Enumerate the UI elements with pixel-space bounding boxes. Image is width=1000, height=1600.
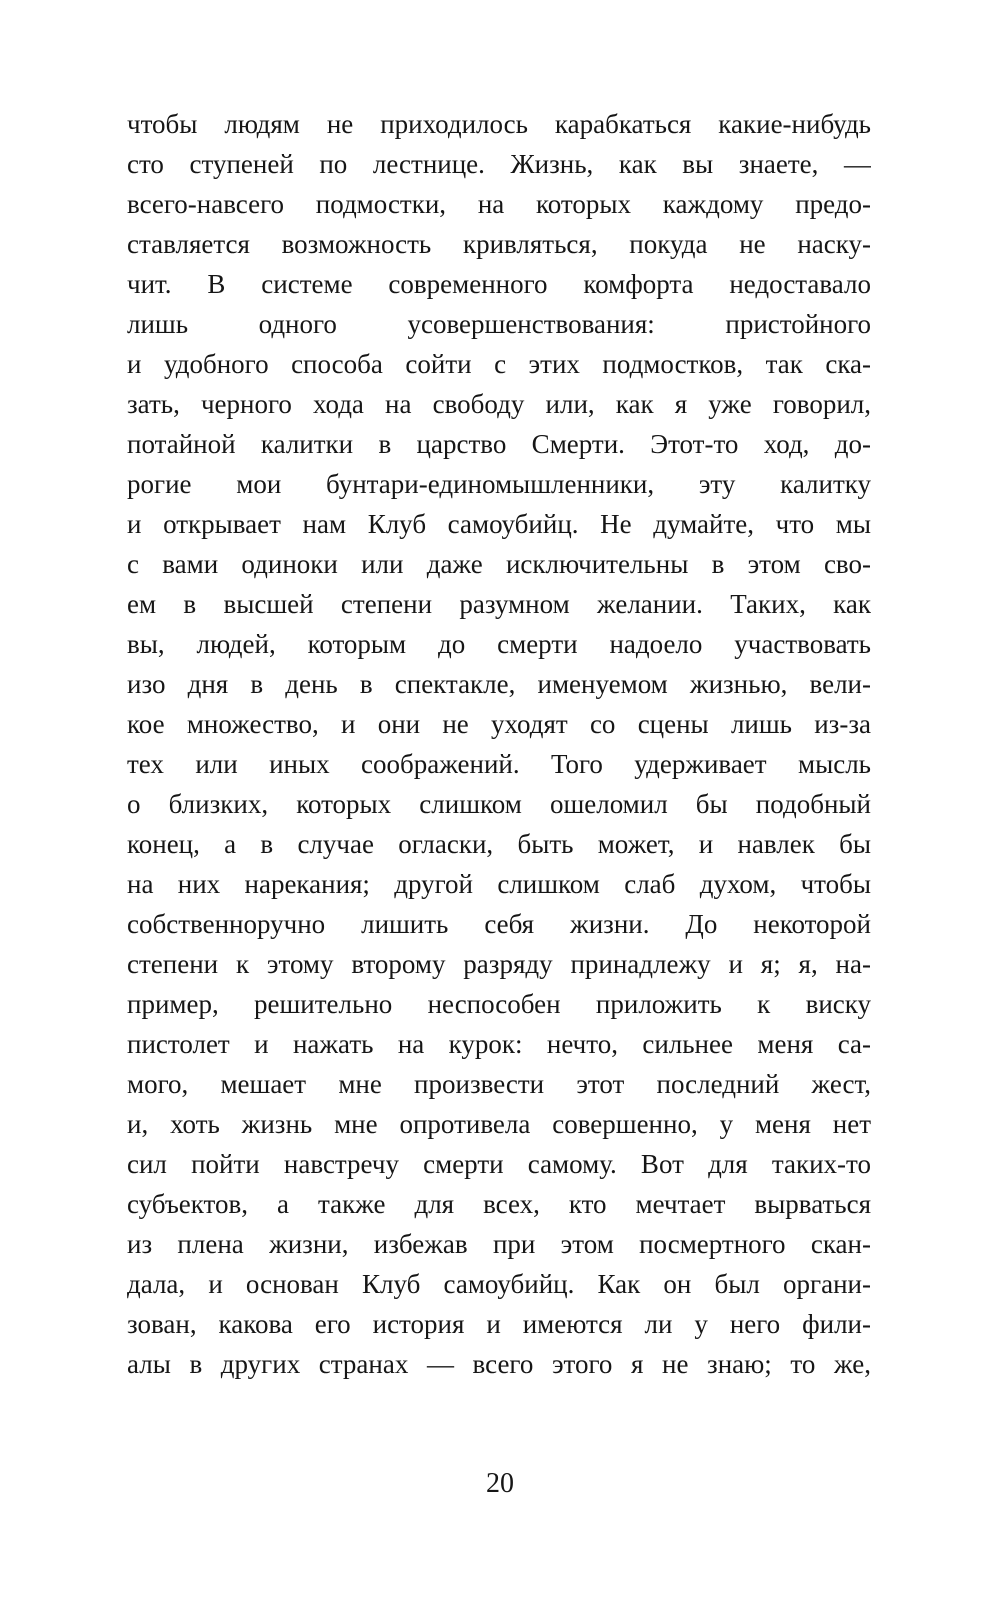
text-line: вы, людей, которым до смерти надоело участвовать [127, 629, 871, 659]
text-line: субъектов, а также для всех, кто мечтает вырваться [127, 1189, 871, 1219]
page-number: 20 [486, 1468, 514, 1499]
text-line: конец, а в случае огласки, быть может, и навлек бы [127, 829, 871, 859]
text-line: тех или иных соображений. Того удерживает мысль [127, 749, 871, 779]
text-line: зован, какова его история и имеются ли у него фили- [127, 1309, 871, 1339]
text-line: потайной калитки в царство Смерти. Этот-то ход, до- [127, 429, 871, 459]
text-line: ставляется возможность кривляться, покуда не наску- [127, 229, 871, 259]
text-line: алы в других странах — всего этого я не знаю; то же, [127, 1349, 871, 1379]
text-line: всего-навсего подмостки, на которых каждому предо- [127, 189, 871, 219]
text-line: чтобы людям не приходилось карабкаться какие-нибудь [127, 109, 871, 139]
text-line: из плена жизни, избежав при этом посмертного скан- [127, 1229, 871, 1259]
text-line: изо дня в день в спектакле, именуемом жизнью, вели- [127, 669, 871, 699]
text-line: дала, и основан Клуб самоубийц. Как он был органи- [127, 1269, 871, 1299]
text-line: пистолет и нажать на курок: нечто, сильнее меня са- [127, 1029, 871, 1059]
text-line: сто ступеней по лестнице. Жизнь, как вы знаете, — [127, 149, 871, 179]
text-line: чит. В системе современного комфорта недоставало [127, 269, 871, 299]
text-line: на них нарекания; другой слишком слаб духом, чтобы [127, 869, 871, 899]
text-line: зать, черного хода на свободу или, как я уже говорил, [127, 389, 871, 419]
text-line: и, хоть жизнь мне опротивела совершенно, у меня нет [127, 1109, 871, 1139]
text-line: лишь одного усовершенствования: пристойного [127, 309, 871, 339]
text-line: пример, решительно неспособен приложить к виску [127, 989, 871, 1019]
text-line: о близких, которых слишком ошеломил бы подобный [127, 789, 871, 819]
text-line: кое множество, и они не уходят со сцены лишь из-за [127, 709, 871, 739]
body-text [127, 104, 871, 1384]
text-line: собственноручно лишить себя жизни. До некоторой [127, 909, 871, 939]
text-line: сил пойти навстречу смерти самому. Вот для таких-то [127, 1149, 871, 1179]
text-line: рогие мои бунтари-единомышленники, эту калитку [127, 469, 871, 499]
text-line: с вами одиноки или даже исключительны в этом сво- [127, 549, 871, 579]
text-line: и удобного способа сойти с этих подмостков, так ска- [127, 349, 871, 379]
text-line: мого, мешает мне произвести этот последний жест, [127, 1069, 871, 1099]
text-line: ем в высшей степени разумном желании. Таких, как [127, 589, 871, 619]
text-line: и открывает нам Клуб самоубийц. Не думайте, что мы [127, 509, 871, 539]
text-line: степени к этому второму разряду принадлежу и я; я, на- [127, 949, 871, 979]
